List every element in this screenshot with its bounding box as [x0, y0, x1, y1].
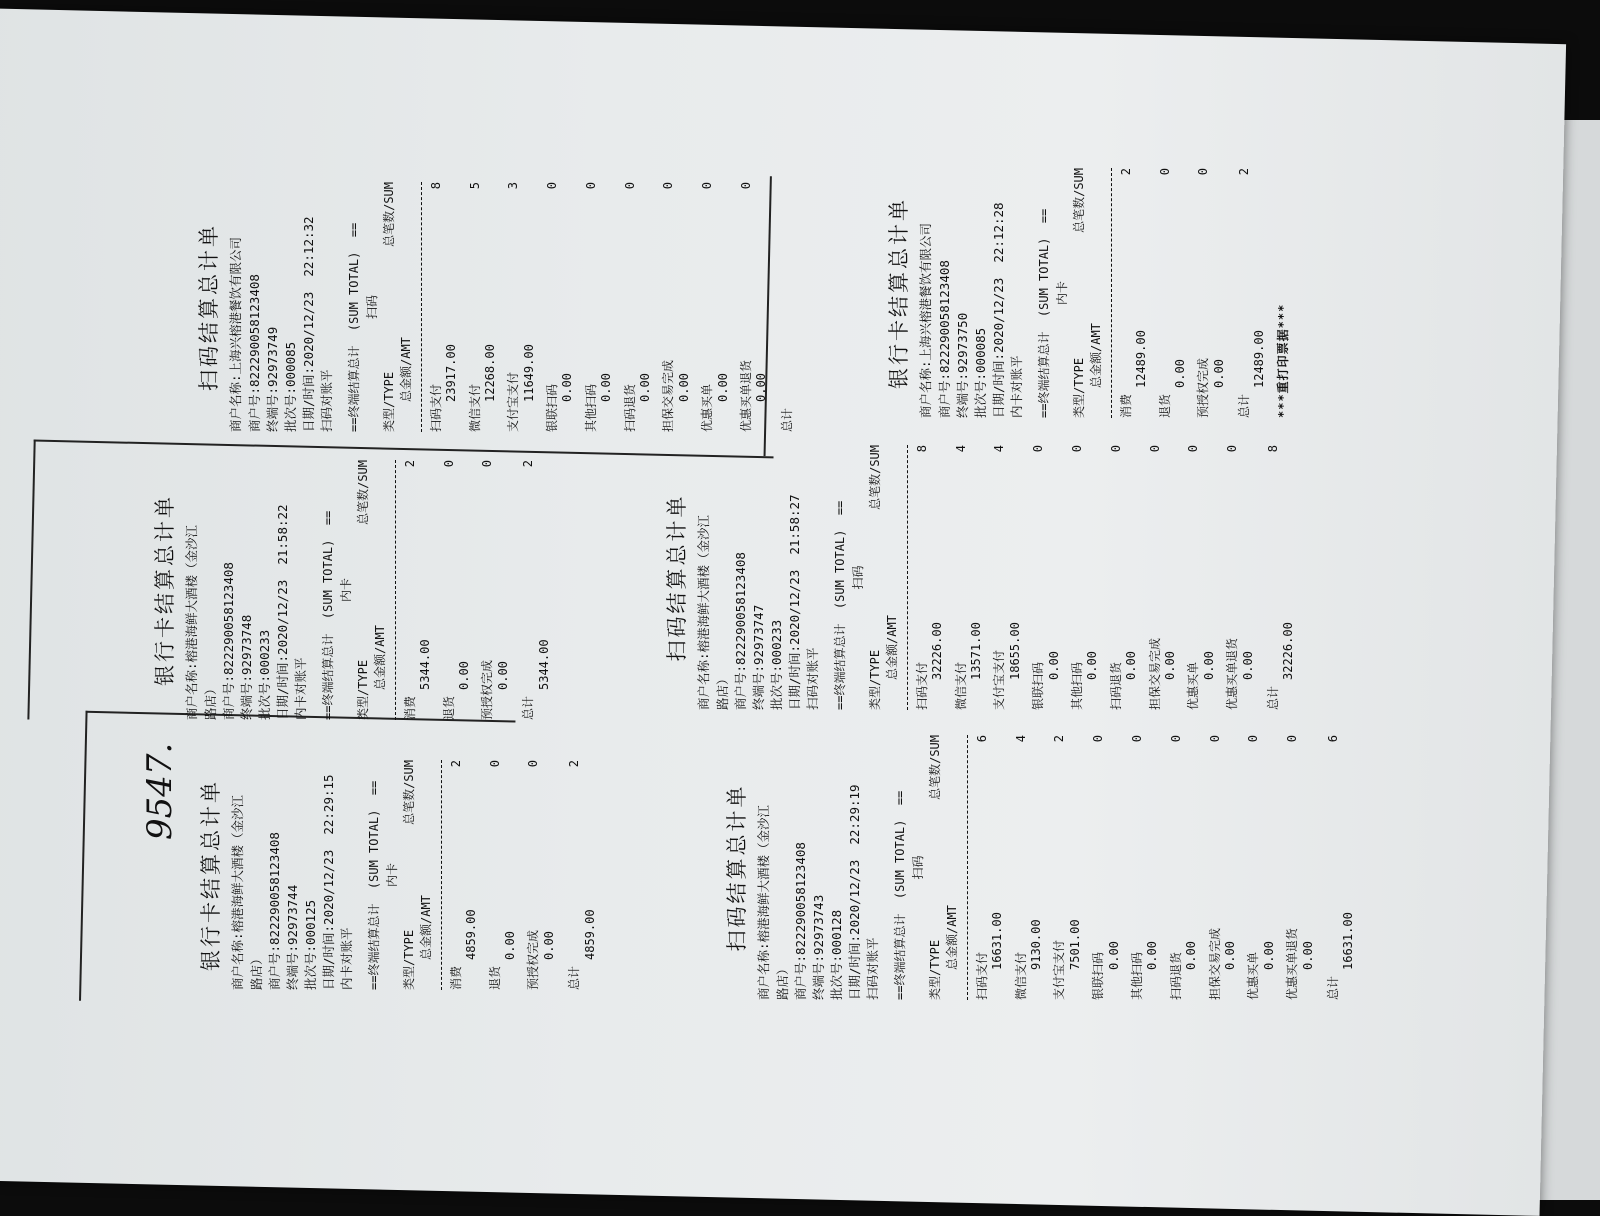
row-count: 2	[448, 760, 463, 768]
receipt-5	[194, 182, 794, 432]
section-label: 内卡	[1054, 281, 1069, 306]
receipt-header-line: 内卡对账平	[1009, 355, 1025, 418]
receipt-6	[884, 168, 1292, 418]
receipt-header-line: 扫码对账平	[805, 647, 821, 710]
row-amount: 0.00	[1162, 651, 1177, 680]
row-amount: 0.00	[599, 373, 614, 402]
receipt-header-line: 扫码对账平	[865, 937, 881, 1000]
row-amount: 0.00	[638, 373, 653, 402]
receipt-3	[150, 460, 553, 720]
row-label: 其他扫码	[1130, 951, 1144, 1000]
row-count: 0	[480, 460, 495, 468]
sum-total-title: ==终端结算总计 (SUM TOTAL) ==	[367, 780, 382, 990]
row-count: 0	[1130, 735, 1144, 743]
receipt-header-line: 路店）	[774, 962, 790, 1000]
total-label: 总计	[521, 695, 536, 720]
cut-line-4	[27, 440, 35, 720]
row-amount: 16631.00	[990, 912, 1005, 970]
row-count: 0	[1186, 445, 1201, 453]
total-count: 2	[567, 760, 582, 768]
col-sum: 总笔数/SUM	[868, 445, 883, 510]
row-label: 优惠买单	[1246, 951, 1261, 1000]
receipt-4	[662, 445, 1298, 710]
col-type: 类型/TYPE	[1071, 357, 1086, 418]
row-amount: 12268.00	[482, 344, 497, 402]
row-count: 6	[974, 735, 989, 743]
receipt-header-line: 终端号:92973747	[750, 604, 766, 710]
row-count: 4	[953, 445, 968, 453]
total-count: 2	[521, 460, 536, 468]
row-amount: 0.00	[1172, 359, 1187, 388]
row-count: 0	[622, 182, 637, 190]
receipt-title: 银行卡结算总计单	[199, 779, 223, 971]
row-amount: 0.00	[1106, 941, 1121, 970]
receipt-header-line: 商户名称:上海兴榕港餐饮有限公司	[918, 222, 934, 418]
row-count: 0	[583, 182, 598, 190]
column-header	[927, 735, 944, 1000]
row-label: 扫码退货	[1108, 661, 1123, 710]
row-amount: 0.00	[1184, 941, 1199, 970]
row-label: 支付宝支付	[1052, 939, 1067, 1000]
row-amount: 18655.00	[1007, 622, 1022, 680]
col-type: 类型/TYPE	[868, 649, 883, 710]
row-amount: 0.00	[1261, 941, 1276, 970]
row-label: 扫码退货	[1168, 951, 1183, 1000]
row-count: 0	[545, 182, 560, 190]
row-label: 微信支付	[1013, 951, 1028, 1000]
col-type: 类型/TYPE	[402, 929, 417, 990]
col-sum: 总笔数/SUM	[928, 735, 943, 800]
separator	[1111, 168, 1112, 418]
sum-total-title: ==终端结算总计 (SUM TOTAL) ==	[1037, 208, 1052, 418]
row-amount: 0.00	[495, 661, 510, 690]
row-count: 0	[1147, 445, 1162, 453]
row-amount: 0.00	[1300, 941, 1315, 970]
row-count: 0	[1157, 168, 1172, 176]
receipt-header-line: 批次号:000125	[302, 899, 318, 990]
section-label: 扫码	[910, 855, 925, 880]
row-count: 0	[1225, 445, 1240, 453]
row-amount: 0.00	[503, 931, 518, 960]
total-label: 总计	[779, 407, 794, 432]
row-amount: 5344.00	[418, 639, 433, 690]
total-label: 总计	[1265, 685, 1280, 710]
row-label: 预授权完成	[1196, 357, 1211, 418]
row-count: 0	[1108, 445, 1123, 453]
receipt-title: 扫码结算总计单	[725, 783, 749, 952]
row-amount: 0.00	[1222, 941, 1237, 970]
receipt-header-line: 商户名称:榕港海鲜大酒楼（金沙江	[756, 804, 772, 1000]
receipt-header-line: 日期/时间:2020/12/23 22:12:32	[300, 216, 316, 432]
row-amount: 0.00	[1085, 651, 1100, 680]
row-amount: 32226.00	[930, 622, 945, 680]
row-count: 4	[1013, 735, 1028, 743]
row-label: 扫码支付	[428, 383, 443, 432]
row-label: 优惠买单退货	[1225, 637, 1240, 710]
row-label: 支付宝支付	[506, 371, 521, 432]
row-count: 8	[428, 182, 443, 190]
column-header	[867, 445, 884, 710]
receipt-header-line: 商户名称:上海兴榕港餐饮有限公司	[228, 236, 244, 432]
row-label: 扫码支付	[914, 661, 929, 710]
row-label: 担保交易完成	[1147, 637, 1162, 710]
total-amount: 4859.00	[582, 909, 597, 960]
row-label: 退货	[441, 695, 456, 720]
separator	[395, 460, 396, 720]
row-count: 0	[1285, 735, 1300, 743]
reprint-label: ***重打印票据***	[1275, 303, 1290, 418]
row-label: 担保交易完成	[661, 359, 676, 432]
column-header	[355, 460, 372, 720]
receipt-header-line: 终端号:92973748	[238, 614, 254, 720]
row-label: 支付宝支付	[992, 649, 1007, 710]
separator	[967, 735, 968, 1000]
col-amt: 总金额/AMT	[399, 337, 414, 402]
cut-line-2	[79, 711, 88, 1001]
row-label: 其他扫码	[583, 383, 598, 432]
col-amt: 总金额/AMT	[419, 895, 434, 960]
row-label: 退货	[487, 965, 502, 990]
row-amount: 0.00	[1240, 651, 1255, 680]
sum-total-title: ==终端结算总计 (SUM TOTAL) ==	[321, 510, 336, 720]
row-amount: 0.00	[676, 373, 691, 402]
separator	[907, 445, 908, 710]
row-count: 0	[1070, 445, 1084, 453]
row-label: 银联扫码	[1031, 661, 1046, 710]
total-count: 2	[1237, 168, 1252, 176]
row-count: 0	[661, 182, 676, 190]
row-count: 0	[700, 182, 715, 190]
total-label: 总计	[567, 965, 582, 990]
receipt-header-line: 终端号:92973743	[810, 894, 826, 1000]
receipt-header-line: 商户号:822290058123408	[220, 562, 236, 720]
receipt-title: 银行卡结算总计单	[153, 494, 177, 686]
receipt-header-line: 商户名称:榕港海鲜大酒楼（金沙江	[696, 514, 712, 710]
col-amt: 总金额/AMT	[945, 905, 960, 970]
row-amount: 0.00	[1211, 359, 1226, 388]
row-label: 预授权完成	[480, 659, 495, 720]
column-header	[401, 760, 418, 990]
row-label: 消费	[448, 965, 463, 990]
receipt-header-line: 扫码对账平	[319, 369, 335, 432]
row-count: 0	[487, 760, 502, 768]
row-count: 4	[992, 445, 1007, 453]
row-label: 消费	[1118, 393, 1133, 418]
receipt-header-line: 商户名称:榕港海鲜大酒楼（金沙江	[230, 794, 246, 990]
row-label: 优惠买单	[1186, 661, 1201, 710]
row-label: 担保交易完成	[1207, 927, 1222, 1000]
col-sum: 总笔数/SUM	[356, 460, 371, 525]
row-amount: 13571.00	[969, 622, 984, 680]
row-amount: 12489.00	[1134, 330, 1149, 388]
col-type: 类型/TYPE	[381, 371, 396, 432]
sum-total-title: ==终端结算总计 (SUM TOTAL) ==	[833, 500, 848, 710]
receipt-header-line: 商户号:822290058123408	[936, 260, 952, 418]
receipt-header-line: 批次号:000128	[828, 909, 844, 1000]
row-count: 8	[914, 445, 929, 453]
total-count	[779, 182, 796, 212]
separator	[441, 760, 442, 990]
receipt-header-line: 路店）	[714, 672, 730, 710]
col-sum: 总笔数/SUM	[402, 760, 417, 825]
row-label: 预授权完成	[526, 929, 541, 990]
total-label: 总计	[1325, 975, 1340, 1000]
row-count: 2	[1118, 168, 1133, 176]
total-amount: 16631.00	[1341, 912, 1356, 970]
col-sum: 总笔数/SUM	[1071, 168, 1086, 233]
receipt-header-line: 日期/时间:2020/12/23 22:12:28	[990, 202, 1006, 418]
row-count: 0	[526, 760, 541, 768]
row-amount: 7501.00	[1067, 919, 1082, 970]
row-count: 0	[1031, 445, 1046, 453]
total-count: 8	[1265, 445, 1280, 453]
row-amount: 0.00	[1046, 651, 1061, 680]
receipt-header-line: 商户名称:榕港海鲜大酒楼（金沙江	[184, 524, 200, 720]
separator	[421, 182, 422, 432]
receipt-title: 扫码结算总计单	[197, 223, 221, 391]
sum-total-title: ==终端结算总计 (SUM TOTAL) ==	[347, 222, 362, 432]
row-amount: 23917.00	[444, 344, 459, 402]
receipt-header-line: 终端号:92973750	[954, 312, 970, 418]
total-amount: 5344.00	[536, 639, 551, 690]
total-row	[779, 182, 796, 432]
column-header	[1071, 168, 1088, 418]
row-label: 微信支付	[467, 383, 482, 432]
receipt-title: 扫码结算总计单	[665, 493, 689, 662]
row-label: 优惠买单退货	[739, 359, 753, 432]
receipt-header-line: 内卡对账平	[293, 657, 309, 720]
col-amt: 总金额/AMT	[885, 615, 900, 680]
section-label: 扫码	[364, 295, 379, 320]
row-label: 扫码退货	[622, 383, 637, 432]
receipt-header-line: 路店）	[202, 682, 218, 720]
row-count: 0	[1246, 735, 1261, 743]
row-count: 0	[1168, 735, 1183, 743]
receipt-header-line: 路店）	[248, 952, 264, 990]
col-sum: 总笔数/SUM	[381, 182, 396, 247]
col-type: 类型/TYPE	[928, 939, 943, 1000]
receipt-header-line: 日期/时间:2020/12/23 21:58:22	[275, 504, 291, 720]
row-label: 优惠买单	[700, 383, 715, 432]
total-count: 6	[1325, 735, 1340, 743]
receipt-header-line: 日期/时间:2020/12/23 21:58:27	[787, 494, 803, 710]
row-amount: 0.00	[1124, 651, 1139, 680]
receipt-2	[722, 735, 1358, 1000]
sum-total-title: ==终端结算总计 (SUM TOTAL) ==	[893, 790, 908, 1000]
row-label: 退货	[1157, 393, 1172, 418]
receipt-title: 银行卡结算总计单	[887, 197, 911, 389]
receipt-header-line: 内卡对账平	[339, 927, 355, 990]
row-count: 0	[739, 182, 753, 190]
row-amount: 0.00	[1201, 651, 1216, 680]
receipt-header-line: 批次号:000233	[256, 629, 272, 720]
row-count: 5	[467, 182, 482, 190]
row-amount: 0.00	[457, 661, 472, 690]
receipt-header-line: 日期/时间:2020/12/23 22:29:19	[847, 784, 863, 1000]
col-amt: 总金额/AMT	[1089, 323, 1104, 388]
receipt-header-line: 批次号:000085	[282, 341, 298, 432]
row-amount: 0.00	[754, 373, 769, 402]
row-amount: 0.00	[1145, 941, 1160, 970]
total-label: 总计	[1237, 393, 1252, 418]
row-amount: 9130.00	[1029, 919, 1044, 970]
receipt-header-line: 商户号:822290058123408	[266, 832, 282, 990]
row-label: 微信支付	[953, 661, 968, 710]
row-label: 优惠买单退货	[1285, 927, 1300, 1000]
receipt-header-line: 商户号:822290058123408	[732, 552, 748, 710]
receipt-header-line: 批次号:000085	[972, 327, 988, 418]
receipt-header-line: 商户号:822290058123408	[246, 274, 262, 432]
row-count: 0	[1091, 735, 1106, 743]
total-amount: 12489.00	[1252, 330, 1267, 388]
receipt-header-line: 日期/时间:2020/12/23 22:29:15	[321, 774, 337, 990]
receipt-header-line: 终端号:92973749	[264, 326, 280, 432]
col-amt: 总金额/AMT	[373, 625, 388, 690]
row-count: 0	[1207, 735, 1222, 743]
row-count: 2	[402, 460, 417, 468]
row-amount: 4859.00	[464, 909, 479, 960]
total-amount: 32226.00	[1281, 622, 1296, 680]
receipt-header-line: 终端号:92973744	[284, 884, 300, 990]
section-label: 内卡	[338, 578, 353, 603]
row-amount: 0.00	[560, 373, 575, 402]
row-count: 0	[1196, 168, 1211, 176]
receipt-header-line: 批次号:000233	[768, 619, 784, 710]
column-header	[381, 182, 398, 432]
row-label: 银联扫码	[1091, 951, 1106, 1000]
section-label: 内卡	[384, 863, 399, 888]
row-count: 0	[441, 460, 456, 468]
row-amount: 11649.00	[521, 344, 536, 402]
row-label: 银联扫码	[545, 383, 560, 432]
handwritten-note: 9547.	[140, 742, 180, 840]
row-count: 3	[506, 182, 521, 190]
receipt-header-line: 商户号:822290058123408	[792, 842, 808, 1000]
section-label: 扫码	[850, 565, 865, 590]
row-count: 2	[1052, 735, 1067, 743]
row-amount: 0.00	[715, 373, 730, 402]
row-label: 消费	[402, 695, 417, 720]
receipt-1	[196, 760, 599, 990]
row-label: 其他扫码	[1070, 661, 1084, 710]
row-label: 扫码支付	[974, 951, 989, 1000]
col-type: 类型/TYPE	[356, 659, 371, 720]
row-amount: 0.00	[541, 931, 556, 960]
